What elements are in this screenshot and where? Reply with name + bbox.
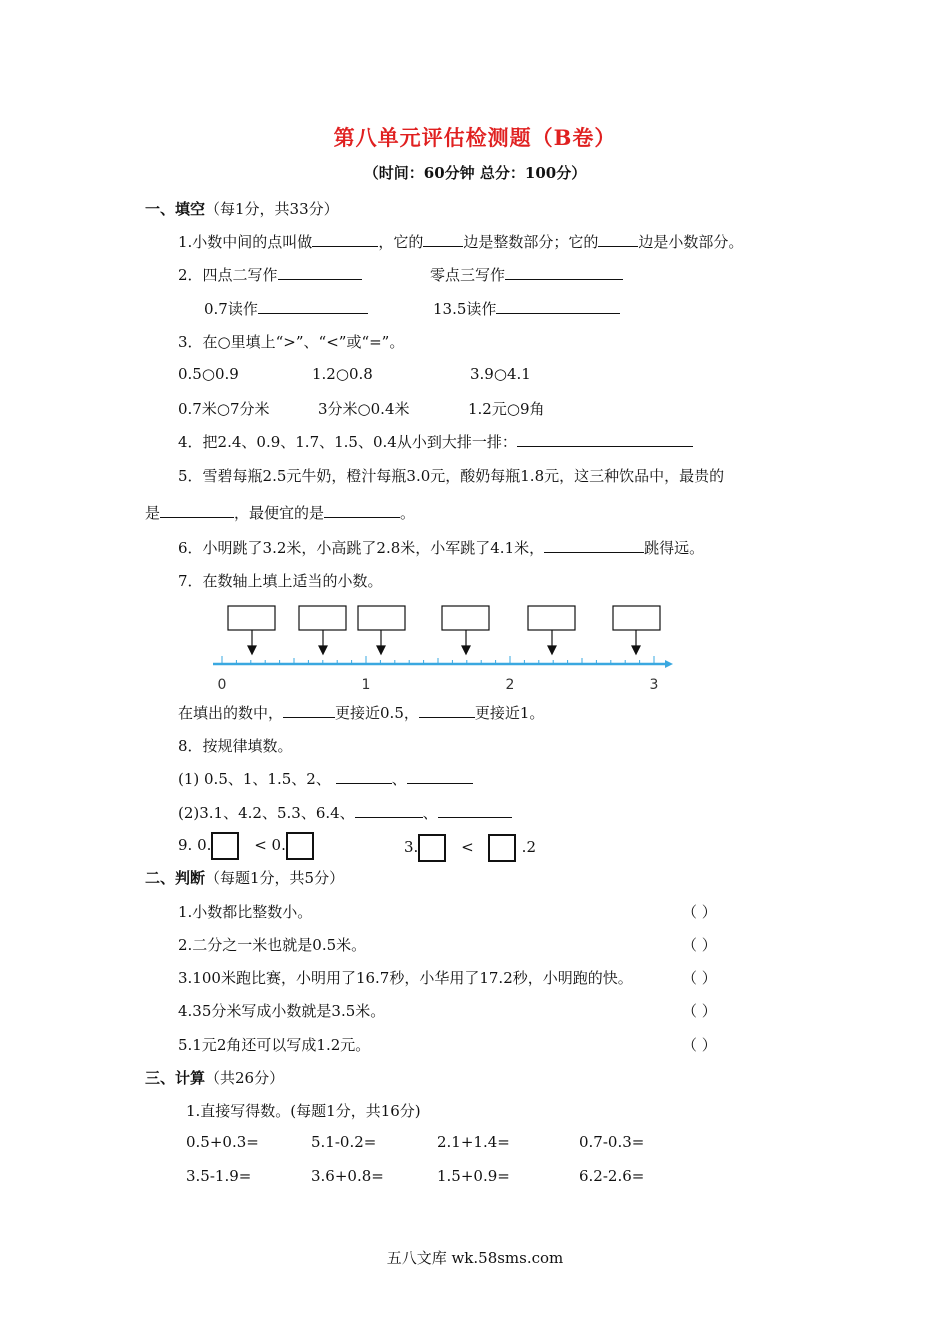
calc-item: 0.5+0.3= [186, 1133, 259, 1151]
answer-paren[interactable]: （ ） [682, 969, 717, 987]
footer-watermark: 五八文库 wk.58sms.com [386, 1249, 564, 1267]
digit-box[interactable] [488, 834, 516, 862]
number-line [205, 600, 685, 700]
section-1-header: 一、填空（每1分，共33分） [145, 200, 339, 218]
axis-label: 3 [649, 677, 659, 693]
question-1-3: 3．在○里填上“>”、“<”或“=”。 [178, 333, 405, 351]
judge-item: 5.1元2角还可以写成1.2元。 [178, 1036, 371, 1054]
answer-box[interactable] [358, 606, 405, 630]
question-1-5a: 5．雪碧每瓶2.5元牛奶，橙汁每瓶3.0元，酸奶每瓶1.8元，这三种饮品中，最贵的 [178, 467, 725, 485]
judge-item: 1.小数都比整数小。 [178, 903, 313, 921]
digit-box[interactable] [286, 832, 314, 860]
question-1-8a: (1) 0.5、1、1.5、2、 、 [178, 768, 473, 789]
answer-box[interactable] [528, 606, 575, 630]
answer-paren[interactable]: （ ） [682, 1002, 717, 1020]
calc-item: 2.1+1.4= [437, 1133, 510, 1151]
answer-paren[interactable]: （ ） [682, 936, 717, 954]
question-1-5b: 是 ，最便宜的是 。 [145, 504, 416, 522]
digit-box[interactable] [418, 834, 446, 862]
question-1-7b: 在填出的数中， 更接近0.5， 更接近1。 [178, 704, 545, 722]
section-2-header: 二、判断（每题1分，共5分） [145, 869, 345, 887]
question-1-1: 1.小数中间的点叫做 ，它的 边是整数部分；它的 边是小数部分。 [178, 233, 744, 251]
calc-item: 3.5-1.9= [186, 1167, 252, 1185]
answer-box[interactable] [228, 606, 275, 630]
calc-item: 5.1-0.2= [311, 1133, 377, 1151]
question-1-2a: 2．四点二写作 [178, 264, 362, 285]
question-1-2c: 0.7读作 [204, 298, 368, 319]
judge-item: 2.二分之一米也就是0.5米。 [178, 936, 367, 954]
question-1-4: 4．把2.4、0.9、1.7、1.5、0.4从小到大排一排： [178, 431, 693, 452]
section-3-header: 三、计算（共26分） [145, 1069, 285, 1087]
page-title: 第八单元评估检测题（B卷） [333, 125, 617, 150]
question-1-6: 6．小明跳了3.2米，小高跳了2.8米，小军跳了4.1米， 跳得远。 [178, 539, 705, 557]
answer-box[interactable] [613, 606, 660, 630]
calc-item: 0.7-0.3= [579, 1133, 645, 1151]
question-1-7: 7．在数轴上填上适当的小数。 [178, 572, 383, 590]
judge-item: 4.35分米写成小数就是3.5米。 [178, 1002, 386, 1020]
question-1-9b: 3. < .2 [404, 834, 536, 862]
digit-box[interactable] [211, 832, 239, 860]
calc-item: 6.2-2.6= [579, 1167, 645, 1185]
exam-info: （时间：60分钟 总分：100分） [363, 164, 587, 182]
question-1-8: 8．按规律填数。 [178, 737, 293, 755]
answer-box[interactable] [442, 606, 489, 630]
compare-item: 0.7米○7分米 [178, 400, 270, 418]
axis-label: 2 [505, 677, 515, 693]
answer-paren[interactable]: （ ） [682, 1036, 717, 1054]
judge-item: 3.100米跑比赛，小明用了16.7秒，小华用了17.2秒，小明跑的快。 [178, 969, 633, 987]
axis-label: 0 [217, 677, 227, 693]
question-1-2b: 零点三写作 [430, 264, 623, 285]
calc-item: 3.6+0.8= [311, 1167, 384, 1185]
question-1-9: 9. 0. < 0. [178, 832, 314, 860]
compare-item: 1.2○0.8 [312, 365, 373, 383]
answer-box[interactable] [299, 606, 346, 630]
question-1-8b: (2)3.1、4.2、5.3、6.4、 、 [178, 802, 512, 823]
calc-item: 1.5+0.9= [437, 1167, 510, 1185]
compare-item: 3.9○4.1 [470, 365, 531, 383]
question-3-1: 1.直接写得数。(每题1分，共16分) [186, 1102, 421, 1120]
answer-paren[interactable]: （ ） [682, 903, 717, 921]
question-1-2d: 13.5读作 [433, 298, 620, 319]
compare-item: 1.2元○9角 [468, 400, 545, 418]
compare-item: 3分米○0.4米 [318, 400, 410, 418]
axis-label: 1 [361, 677, 371, 693]
compare-item: 0.5○0.9 [178, 365, 239, 383]
